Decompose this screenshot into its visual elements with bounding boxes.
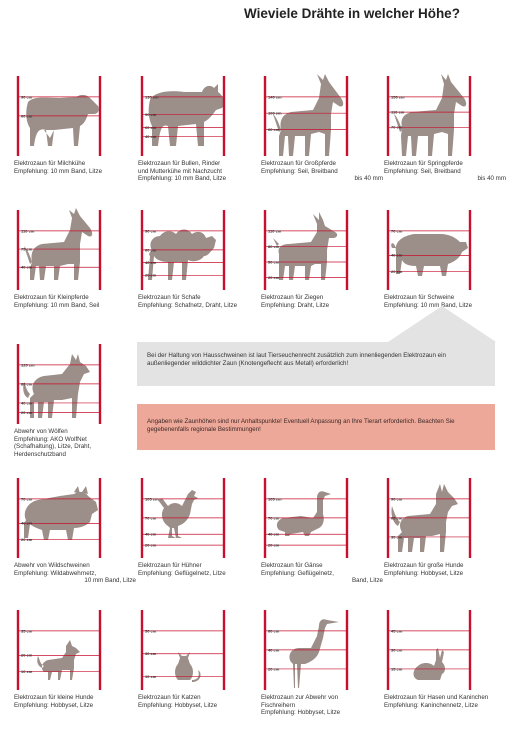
wire-height-label: 30 cm <box>391 534 403 540</box>
wire-height-label: 15 cm <box>391 666 403 672</box>
fence-panel-schweine <box>384 208 506 309</box>
caption-line: Elektrozaun für große Hunde <box>384 562 464 569</box>
fence-diagram <box>384 74 488 158</box>
wire-height-label: 10 cm <box>145 673 157 679</box>
wire-height-label: 90 cm <box>145 228 157 234</box>
fence-caption <box>384 562 506 577</box>
caption-line: Empfehlung: Seil, Breitband <box>261 167 338 175</box>
caption-line: Elektrozaun für Hasen und Kaninchen <box>384 694 489 701</box>
wire-height-label: 40 cm <box>268 647 280 653</box>
fence-panel-springpferde <box>384 74 506 183</box>
fence-diagram <box>384 476 488 560</box>
fence-diagram <box>14 208 118 292</box>
fence-panel-milchkuehe <box>14 74 136 175</box>
fence-panel-woelfe <box>14 342 136 458</box>
arrow-up-icon <box>388 306 496 342</box>
left-post <box>141 76 143 156</box>
fence-diagram <box>138 74 242 158</box>
caption-line: Empfehlung: Hobbyset, Litze <box>138 701 218 709</box>
wire-height-label: 60 cm <box>268 126 280 132</box>
wire-height-label: 40 cm <box>21 400 33 406</box>
fence-diagram <box>138 476 242 560</box>
right-post <box>469 210 471 290</box>
wire-height-label: 35 cm <box>21 628 33 634</box>
right-post <box>99 210 101 290</box>
fence-panel-huehner <box>138 476 260 577</box>
wire-height-label: 70 cm <box>145 515 157 521</box>
large-horse-silhouette-icon <box>273 74 343 156</box>
wire-height-label: 20 cm <box>21 537 33 543</box>
fence-diagram <box>261 208 365 292</box>
caption-line: Elektrozaun für Schafe <box>138 294 201 301</box>
caption-line: Empfehlung: Geflügelnetz, <box>261 569 334 577</box>
wire-height-label: 60 cm <box>268 628 280 634</box>
caption-line: (Schafhaltung), Litze, Draht, <box>14 443 92 451</box>
caption-line-right: bis 40 mm <box>354 175 383 183</box>
fence-diagram <box>138 608 242 692</box>
caption-line: Empfehlung: Draht, Litze <box>261 301 330 309</box>
wire-height-label: 110 cm <box>268 228 282 234</box>
wire-height-label: 30 cm <box>145 651 157 657</box>
fence-caption <box>261 562 383 585</box>
caption-line: Empfehlung: Wildabwehrnetz, <box>14 569 97 577</box>
caption-line: Elektrozaun für Ziegen <box>261 294 324 301</box>
fence-caption <box>14 428 136 458</box>
wire-height-label: 140 cm <box>268 94 282 100</box>
caption-line: Elektrozaun für Großpferde <box>261 160 336 167</box>
goat-silhouette-icon <box>273 212 337 280</box>
fence-caption <box>14 294 136 309</box>
caption-line: Elektrozaun für Hühner <box>138 562 202 569</box>
caption-line: Elektrozaun für Gänse <box>261 562 323 569</box>
caption-line: Empfehlung: Kaninchennetz, Litze <box>384 701 478 709</box>
fence-panel-fischreiher <box>261 608 383 717</box>
fence-caption <box>14 562 136 585</box>
wire-height-label: 70 cm <box>391 124 403 130</box>
right-post <box>469 76 471 156</box>
note-angaben: Angaben wie Zaunhöhen sind nur Anhaltspunkte! Eventuell Anpassung an Ihre Tierart erforderlich. Beachten Sie gegebenenfalls regionale Bestimmungen! <box>137 404 495 450</box>
chicken-silhouette-icon <box>158 490 198 538</box>
wire-height-label: 80 cm <box>21 381 33 387</box>
left-post <box>17 610 19 690</box>
note-hausschweine: Bei der Haltung von Hausschweinen ist laut Tierseuchenrecht zusätzlich zum innenliegenden Elektrozaun ein außenliegender wilddichter Zaun (Knotengeflecht aus Metall) erforderlich! <box>137 342 495 386</box>
wire-height-label: 40 cm <box>391 252 403 258</box>
wire-height-label: 30 cm <box>391 647 403 653</box>
cow-silhouette-icon <box>26 95 99 146</box>
wire-height-label: 120 cm <box>21 362 35 368</box>
caption-line: Empfehlung: 10 mm Band, Litze <box>14 167 103 175</box>
rabbit-silhouette-icon <box>414 648 446 680</box>
caption-line: Empfehlung: 10 mm Band, Litze <box>138 175 227 183</box>
wire-height-label: 20 cm <box>268 275 280 281</box>
fence-diagram <box>14 342 118 426</box>
right-post <box>99 478 101 558</box>
fence-diagram <box>138 208 242 292</box>
wire-height-label: 70 cm <box>391 228 403 234</box>
wire-height-label: 40 cm <box>145 133 157 139</box>
wire-height-label: 130 cm <box>145 94 159 100</box>
caption-line: Elektrozaun für kleine Hunde <box>14 694 94 701</box>
right-post <box>223 610 225 690</box>
wire-height-label: 40 cm <box>145 531 157 537</box>
wire-height-label: 40 cm <box>21 264 33 270</box>
fence-panel-gaense <box>261 476 383 585</box>
left-post <box>141 610 143 690</box>
caption-line-right: Band, Litze <box>352 577 383 585</box>
caption-line: Empfehlung: AKO WolfNet <box>14 435 87 443</box>
wire-height-label: 50 cm <box>268 259 280 265</box>
wire-height-label: 90 cm <box>145 111 157 117</box>
caption-line: Elektrozaun für Kleinpferde <box>14 294 89 301</box>
wire-height-label: 70 cm <box>268 515 280 521</box>
caption-line: Elektrozaun für Springpferde <box>384 160 463 167</box>
fence-caption <box>138 562 260 577</box>
caption-line: und Mutterkühe mit Nachzucht <box>138 167 222 175</box>
left-post <box>17 210 19 290</box>
wire-height-label: 60 cm <box>391 515 403 521</box>
fence-panel-kleinpferde <box>14 208 136 309</box>
wire-height-label: 75 cm <box>21 246 33 252</box>
wire-height-label: 105 cm <box>268 496 282 502</box>
wire-height-label: 80 cm <box>268 243 280 249</box>
caption-line: Elektrozaun für Schweine <box>384 294 455 301</box>
caption-line: Fischreihern <box>261 701 296 709</box>
caption-line: Abwehr von Wildschweinen <box>14 562 90 569</box>
wire-height-label: 20 cm <box>21 409 33 415</box>
fence-caption <box>14 160 136 175</box>
wire-height-label: 110 cm <box>21 228 35 234</box>
caption-line: Empfehlung: Schafnetz, Draht, Litze <box>138 301 238 309</box>
fence-diagram <box>261 476 365 560</box>
jumping-horse-silhouette-icon <box>394 74 466 156</box>
fence-panel-bullen <box>138 74 260 183</box>
caption-line: Elektrozaun für Bullen, Rinder <box>138 160 221 167</box>
fence-caption <box>261 294 383 309</box>
wire-height-label: 40 cm <box>268 531 280 537</box>
fence-panel-katzen <box>138 608 260 709</box>
wire-height-label: 50 cm <box>145 628 157 634</box>
fence-panel-grosse-hunde <box>384 476 506 577</box>
fence-caption <box>384 694 506 709</box>
fence-panel-ziegen <box>261 208 383 309</box>
small-dog-silhouette-icon <box>37 640 80 680</box>
caption-line: Herdenschutzband <box>14 450 66 458</box>
caption-line: Empfehlung: 10 mm Band, Litze <box>384 301 473 309</box>
wire-height-label: 10 cm <box>21 669 33 675</box>
caption-line: Empfehlung: Hobbyset, Litze <box>261 709 341 717</box>
right-post <box>223 76 225 156</box>
caption-line-right: bis 40 mm <box>477 175 506 183</box>
fence-caption <box>261 694 383 717</box>
caption-line: Empfehlung: Seil, Breitband <box>384 167 461 175</box>
right-post <box>346 76 348 156</box>
fence-caption <box>261 160 383 183</box>
heron-silhouette-icon <box>289 619 339 688</box>
fence-caption <box>138 294 260 309</box>
fence-panel-hasen <box>384 608 506 709</box>
fence-caption <box>384 160 506 183</box>
wire-height-label: 20 cm <box>268 666 280 672</box>
fence-diagram <box>14 74 118 158</box>
wire-height-label: 150 cm <box>391 94 405 100</box>
wire-height-label: 20 cm <box>21 652 33 658</box>
fence-caption <box>138 694 260 709</box>
fence-caption <box>138 160 260 183</box>
sheep-silhouette-icon <box>148 230 216 281</box>
wild-boar-silhouette-icon <box>24 486 98 540</box>
fence-diagram <box>261 608 365 692</box>
caption-line: Empfehlung: Hobbyset, Litze <box>14 701 94 709</box>
wire-height-label: 20 cm <box>145 272 157 278</box>
wire-height-label: 100 cm <box>268 110 282 116</box>
pony-silhouette-icon <box>24 208 92 280</box>
caption-line: Abwehr von Wölfen <box>14 428 68 435</box>
wire-height-label: 40 cm <box>145 260 157 266</box>
left-post <box>387 76 389 156</box>
fence-panel-kleine-hunde <box>14 608 136 709</box>
wire-height-label: 90 cm <box>391 496 403 502</box>
caption-line: Empfehlung: Geflügelnetz, Litze <box>138 569 226 577</box>
left-post <box>17 478 19 558</box>
cat-silhouette-icon <box>175 652 201 682</box>
left-post <box>264 210 266 290</box>
right-post <box>99 610 101 690</box>
page-title: Wieviele Drähte in welcher Höhe? <box>244 6 460 21</box>
wire-height-label: 20 cm <box>391 269 403 275</box>
wire-height-label: 60 cm <box>145 125 157 131</box>
fence-diagram <box>384 208 488 292</box>
fence-diagram <box>261 74 365 158</box>
wire-height-label: 45 cm <box>391 628 403 634</box>
caption-line: Elektrozaun für Katzen <box>138 694 201 701</box>
caption-line: Elektrozaun zur Abwehr von <box>261 694 339 701</box>
fence-diagram <box>384 608 488 692</box>
fence-diagram <box>14 608 118 692</box>
fence-panel-schafe <box>138 208 260 309</box>
wire-height-label: 70 cm <box>21 496 33 502</box>
caption-line: Empfehlung: 10 mm Band, Seil <box>14 301 100 309</box>
caption-line: Elektrozaun für Milchkühe <box>14 160 86 167</box>
fence-panel-wildschweine <box>14 476 136 585</box>
fence-caption <box>14 694 136 709</box>
wire-height-label: 60 cm <box>145 247 157 253</box>
wire-height-label: 20 cm <box>145 542 157 548</box>
wire-height-label: 90 cm <box>21 94 33 100</box>
wire-height-label: 20 cm <box>268 542 280 548</box>
wire-height-label: 105 cm <box>145 496 159 502</box>
wire-height-label: 40 cm <box>21 520 33 526</box>
left-post <box>264 76 266 156</box>
left-post <box>387 210 389 290</box>
fence-diagram <box>14 476 118 560</box>
caption-line-right: 10 mm Band, Litze <box>84 577 136 585</box>
wire-height-label: 60 cm <box>21 113 33 119</box>
goose-silhouette-icon <box>277 491 331 536</box>
fence-panel-grosspferde <box>261 74 383 183</box>
wire-height-label: 110 cm <box>391 109 405 115</box>
right-post <box>346 210 348 290</box>
caption-line: Empfehlung: Hobbyset, Litze <box>384 569 464 577</box>
